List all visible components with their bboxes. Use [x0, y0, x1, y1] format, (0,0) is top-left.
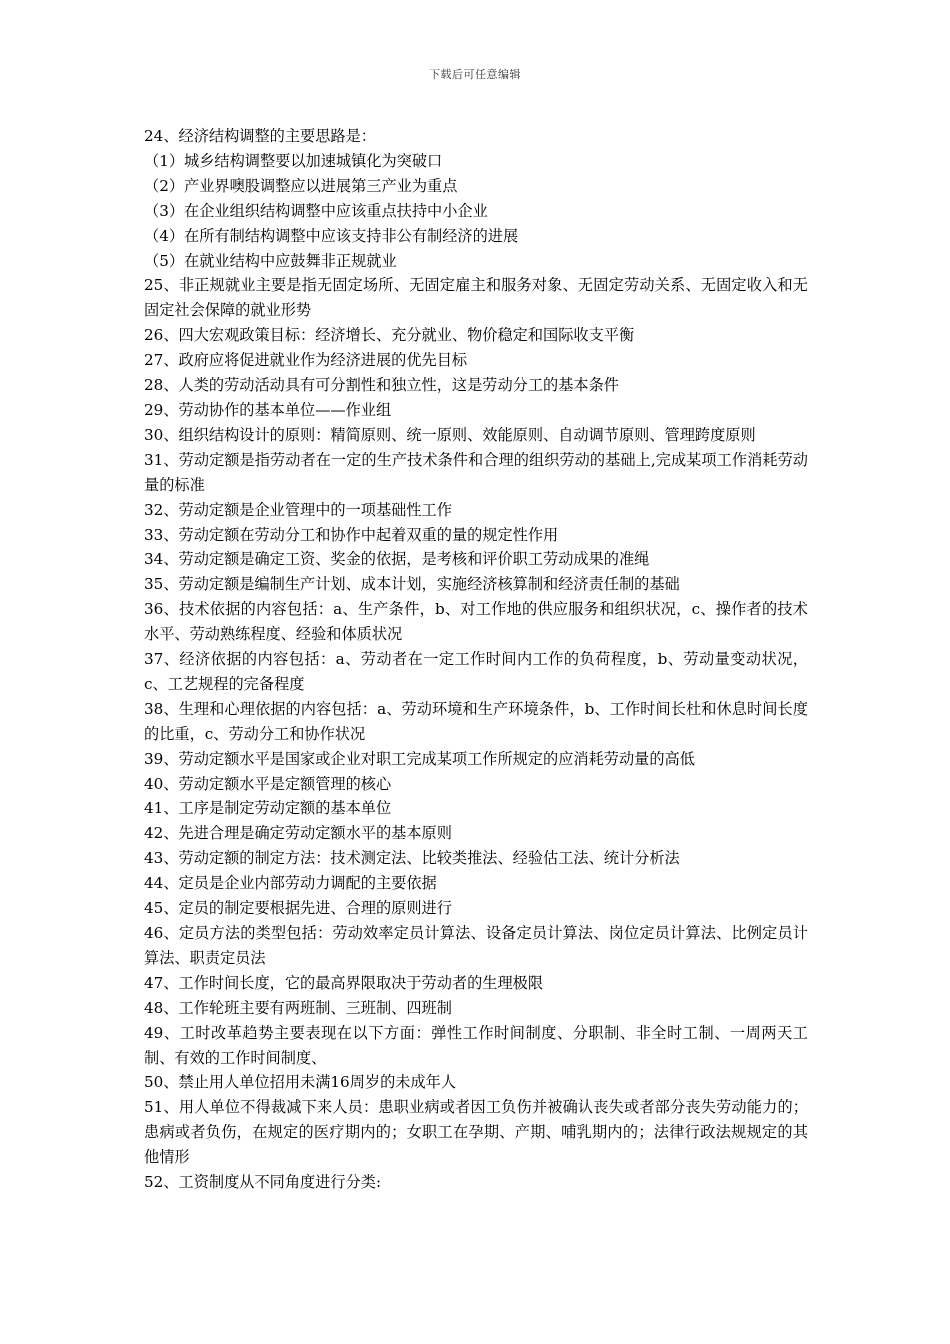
paragraph: 24、经济结构调整的主要思路是： [144, 127, 376, 145]
paragraph: （4）在所有制结构调整中应该支持非公有制经济的进展 [144, 226, 519, 245]
page-header: 下载后可任意编辑 [429, 68, 521, 81]
paragraph: （5）在就业结构中应鼓舞非正规就业 [144, 251, 397, 270]
paragraph: 32、劳动定额是企业管理中的一项基础性工作 [144, 500, 452, 519]
paragraph: （2）产业界噢股调整应以进展第三产业为重点 [144, 176, 458, 195]
paragraph: 37、经济依据的内容包括：a、劳动者在一定工作时间内工作的负荷程度，b、劳动量变动状况，c、工艺规程的完备程度 [144, 650, 808, 693]
paragraph: 38、生理和心理依据的内容包括：a、劳动环境和生产环境条件，b、工作时间长杜和休息时间长度的比重，c、劳动分工和协作状况 [144, 699, 808, 743]
paragraph: 46、定员方法的类型包括：劳动效率定员计算法、设备定员计算法、岗位定员计算法、比例定员计算法、职责定员法 [144, 924, 808, 967]
paragraph: 29、劳动协作的基本单位——作业组 [144, 400, 392, 419]
paragraph: 49、工时改革趋势主要表现在以下方面：弹性工作时间制度、分职制、非全时工制、一周两天工制、有效的工作时间制度、 [144, 1023, 808, 1067]
paragraph: 43、劳动定额的制定方法：技术测定法、比较类推法、经验估工法、统计分析法 [144, 849, 680, 868]
paragraph: 51、用人单位不得裁减下来人员：患职业病或者因工负伤并被确认丧失或者部分丧失劳动能力的；患病或者负伤，在规定的医疗期内的；女职工在孕期、产期、哺乳期内的；法律行政法规规定的其他情形 [144, 1098, 808, 1167]
paragraph: 52、工资制度从不同角度进行分类: [144, 1173, 382, 1192]
paragraph: 35、劳动定额是编制生产计划、成本计划，实施经济核算制和经济责任制的基础 [144, 575, 680, 594]
paragraph: 42、先进合理是确定劳动定额水平的基本原则 [144, 824, 452, 843]
paragraph: 31、劳动定额是指劳动者在一定的生产技术条件和合理的组织劳动的基础上,完成某项工作消耗劳动量的标准 [144, 450, 808, 494]
paragraph: 25、非正规就业主要是指无固定场所、无固定雇主和服务对象、无固定劳动关系、无固定收入和无固定社会保障的就业形势 [144, 276, 808, 320]
paragraph: 47、工作时间长度，它的最高界限取决于劳动者的生理极限 [144, 973, 544, 992]
paragraph: 40、劳动定额水平是定额管理的核心 [144, 774, 392, 793]
paragraph: 26、四大宏观政策目标：经济增长、充分就业、物价稳定和国际收支平衡 [144, 326, 635, 345]
paragraph: 27、政府应将促进就业作为经济进展的优先目标 [144, 351, 468, 370]
paragraph: （3）在企业组织结构调整中应该重点扶持中小企业 [144, 201, 488, 220]
paragraph: 33、劳动定额在劳动分工和协作中起着双重的量的规定性作用 [144, 525, 559, 544]
paragraph: 39、劳动定额水平是国家或企业对职工完成某项工作所规定的应消耗劳动量的高低 [144, 749, 695, 768]
paragraph: 48、工作轮班主要有两班制、三班制、四班制 [144, 998, 452, 1017]
paragraph: 44、定员是企业内部劳动力调配的主要依据 [144, 874, 437, 893]
paragraph: 45、定员的制定要根据先进、合理的原则进行 [144, 899, 452, 918]
paragraph: 34、劳动定额是确定工资、奖金的依据，是考核和评价职工劳动成果的准绳 [144, 550, 650, 569]
paragraph: （1）城乡结构调整要以加速城镇化为突破口 [144, 151, 443, 170]
paragraph: 50、禁止用人单位招用未满16周岁的未成年人 [144, 1073, 457, 1092]
paragraph: 41、工序是制定劳动定额的基本单位 [144, 799, 392, 818]
document-body [144, 124, 808, 1195]
paragraph: 28、人类的劳动活动具有可分割性和独立性，这是劳动分工的基本条件 [144, 376, 619, 395]
paragraph: 30、组织结构设计的原则：精简原则、统一原则、效能原则、自动调节原则、管理跨度原则 [144, 425, 756, 444]
paragraph: 36、技术依据的内容包括：a、生产条件，b、对工作地的供应服务和组织状况，c、操作者的技术水平、劳动熟练程度、经验和体质状况 [144, 600, 808, 644]
